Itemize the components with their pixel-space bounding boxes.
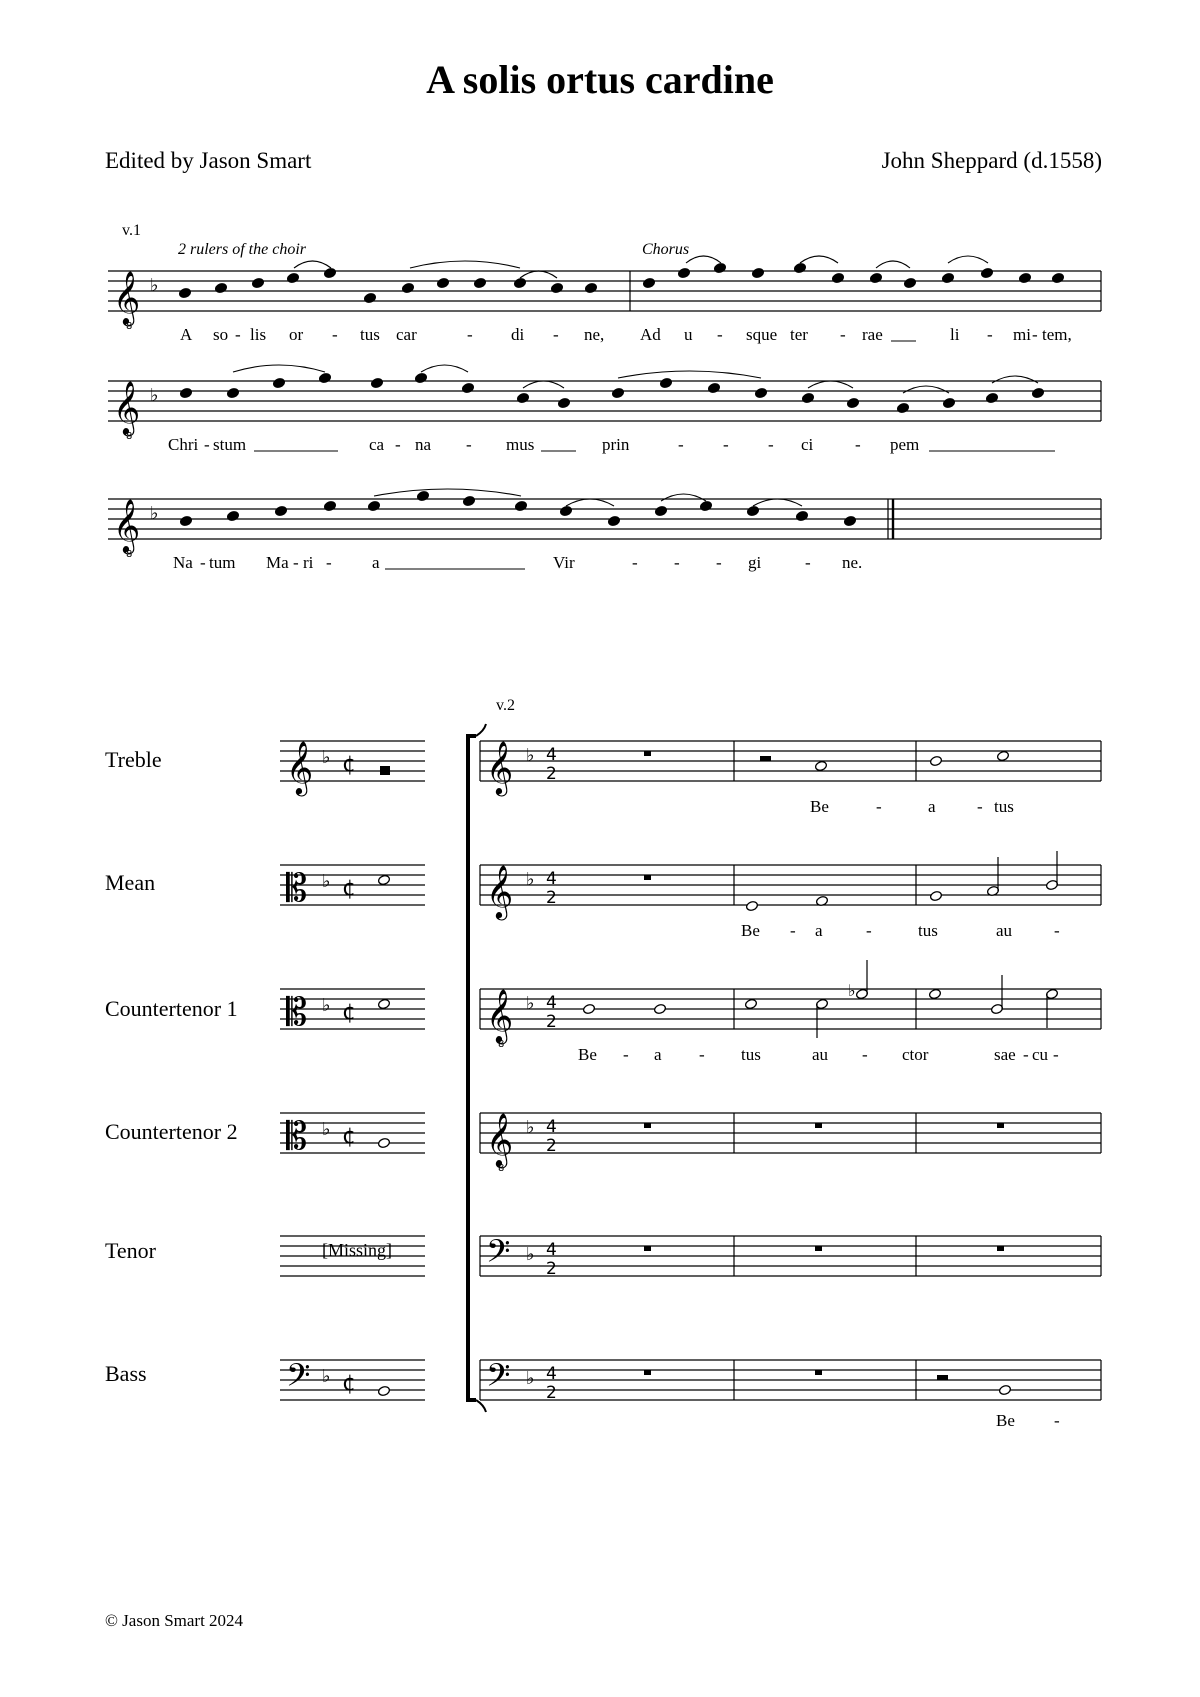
lyric-hyphen: - — [1032, 325, 1038, 344]
lyric-hyphen: - — [840, 325, 846, 344]
time-signature: 2 — [546, 1136, 557, 1156]
slur — [410, 261, 520, 268]
slur — [523, 381, 564, 388]
flat-icon: ♭ — [322, 747, 331, 768]
note-head — [318, 372, 331, 383]
flat-icon: ♭ — [150, 503, 159, 524]
flat-icon: ♭ — [150, 275, 159, 296]
system-bracket — [468, 736, 476, 1400]
note-head — [654, 505, 667, 516]
lyric-hyphen: - — [699, 1045, 705, 1064]
lyric-hyphen: - — [1023, 1045, 1029, 1064]
note-head — [226, 510, 239, 521]
note-head — [516, 392, 529, 403]
part-name-mean: Mean — [105, 870, 156, 895]
note-head — [179, 387, 192, 398]
rest — [815, 1123, 822, 1128]
lyric-syllable: na — [415, 435, 432, 454]
note-head — [513, 277, 526, 288]
note-head — [370, 377, 383, 388]
note-head — [607, 515, 620, 526]
slur — [992, 376, 1038, 383]
note-head — [559, 505, 572, 516]
lyric-syllable: rae — [862, 325, 883, 344]
lyric-syllable: Ad — [640, 325, 661, 344]
note-head — [251, 277, 264, 288]
bass-clef-icon: 𝄢 — [286, 1357, 311, 1401]
time-signature: 4 — [546, 745, 557, 765]
note-head — [1018, 272, 1031, 283]
note-head — [514, 500, 527, 511]
lyric-hyphen: - — [1053, 1045, 1059, 1064]
lyric-hyphen: - — [395, 435, 401, 454]
lyric-hyphen: - — [632, 553, 638, 572]
lyric-syllable: li — [950, 325, 960, 344]
lyric-syllable: a — [372, 553, 380, 572]
c-clef-icon: 𝄡 — [286, 990, 308, 1034]
note-head — [745, 900, 758, 911]
rest — [760, 756, 771, 761]
note-head — [831, 272, 844, 283]
lyric-hyphen: - — [235, 325, 241, 344]
flat-icon: ♭ — [150, 385, 159, 406]
slur — [421, 365, 468, 372]
flat-icon: ♭ — [848, 981, 856, 1000]
note-head — [401, 282, 414, 293]
cut-time-icon: ¢ — [342, 1124, 356, 1149]
slur — [753, 499, 802, 506]
lyric-hyphen: - — [623, 1045, 629, 1064]
lyric-syllable: Vir — [553, 553, 575, 572]
lyric-syllable: a — [654, 1045, 662, 1064]
lyric-syllable: tus — [360, 325, 380, 344]
note-head — [473, 277, 486, 288]
slur — [876, 261, 910, 268]
lyric-hyphen: - — [467, 325, 473, 344]
note-head — [323, 500, 336, 511]
lyric-syllable: stum — [213, 435, 247, 454]
lyric-syllable: mi — [1013, 325, 1031, 344]
c-clef-icon: 𝄡 — [286, 1114, 308, 1158]
note-head — [611, 387, 624, 398]
lyric-syllable: pem — [890, 435, 920, 454]
editor-credit: Edited by Jason Smart — [105, 148, 312, 173]
lyric-hyphen: - — [855, 435, 861, 454]
lyric-syllable: ctor — [902, 1045, 929, 1064]
lyric-hyphen: - — [1054, 1411, 1060, 1430]
part-name-treble: Treble — [105, 747, 162, 772]
note-head — [416, 490, 429, 501]
c-clef-icon: 𝄡 — [286, 866, 308, 910]
note-head — [377, 998, 390, 1009]
flat-icon: ♭ — [526, 745, 535, 766]
note-head — [414, 372, 427, 383]
lyric-syllable: au — [996, 921, 1013, 940]
lyric-hyphen: - — [977, 797, 983, 816]
octave-mark: 8 — [498, 1039, 505, 1050]
note-head — [980, 267, 993, 278]
lyric-hyphen: - — [678, 435, 684, 454]
lyric-hyphen: - — [866, 921, 872, 940]
flat-icon: ♭ — [526, 993, 535, 1014]
polyphony-staves — [280, 741, 1101, 1400]
note-head — [843, 515, 856, 526]
note-head — [846, 397, 859, 408]
note-head — [744, 998, 757, 1009]
lyric-syllable: tus — [994, 797, 1014, 816]
slur — [686, 256, 721, 263]
note-head — [178, 287, 191, 298]
flat-icon: ♭ — [526, 869, 535, 890]
lyric-syllable: ter — [790, 325, 808, 344]
lyric-syllable: ne, — [584, 325, 605, 344]
lyric-syllable: u — [684, 325, 693, 344]
lyric-syllable: di — [511, 325, 525, 344]
note-head — [274, 505, 287, 516]
lyric-syllable: ri — [303, 553, 314, 572]
lyric-syllable: gi — [748, 553, 762, 572]
lyric-syllable: a — [928, 797, 936, 816]
time-signature: 4 — [546, 1240, 557, 1260]
bass-clef-icon: 𝄢 — [486, 1233, 511, 1277]
note-head — [896, 402, 909, 413]
slur — [374, 489, 521, 496]
treble-clef-icon: 𝄞 — [113, 498, 141, 552]
note-head — [707, 382, 720, 393]
slur — [618, 371, 761, 378]
treble-clef-icon: 𝄞 — [286, 740, 314, 794]
lyric-hyphen: - — [326, 553, 332, 572]
time-signature: 2 — [546, 764, 557, 784]
note-head — [746, 505, 759, 516]
note-head — [795, 510, 808, 521]
note-head — [642, 277, 655, 288]
note-head — [699, 500, 712, 511]
note-head — [998, 1384, 1011, 1395]
note-head — [941, 272, 954, 283]
lyric-syllable: sque — [746, 325, 778, 344]
lyric-syllable: prin — [602, 435, 630, 454]
part-name-bass: Bass — [105, 1361, 147, 1386]
rest — [815, 1246, 822, 1251]
treble-clef-icon: 𝄞 — [113, 380, 141, 434]
note-head — [286, 272, 299, 283]
lyric-hyphen: - — [466, 435, 472, 454]
bass-clef-icon: 𝄢 — [486, 1357, 511, 1401]
rest — [815, 1370, 822, 1375]
lyric-syllable: ne. — [842, 553, 863, 572]
lyric-hyphen: - — [862, 1045, 868, 1064]
lyric-hyphen: - — [332, 325, 338, 344]
note-head — [929, 755, 942, 766]
system-bracket — [476, 724, 486, 736]
note-head — [677, 267, 690, 278]
note-head — [323, 267, 336, 278]
flat-icon: ♭ — [322, 1119, 331, 1140]
note-head — [584, 282, 597, 293]
lyric-hyphen: - — [716, 553, 722, 572]
part-name-tenor: Tenor — [105, 1238, 156, 1263]
note-head — [214, 282, 227, 293]
note-head — [557, 397, 570, 408]
cut-time-icon: ¢ — [342, 1371, 356, 1396]
incipit-rest — [380, 766, 390, 775]
rest — [937, 1375, 948, 1380]
lyric-syllable: lis — [250, 325, 267, 344]
time-signature: 4 — [546, 993, 557, 1013]
note-head — [754, 387, 767, 398]
note-head — [869, 272, 882, 283]
flat-icon: ♭ — [322, 995, 331, 1016]
flat-icon: ♭ — [526, 1368, 535, 1389]
notation-glyphs — [113, 256, 1101, 1412]
lyric-syllable: or — [289, 325, 304, 344]
octave-mark: 8 — [126, 431, 133, 442]
note-head — [377, 1385, 390, 1396]
instruction-rulers: 2 rulers of the choir — [178, 241, 306, 258]
lyric-hyphen: - — [805, 553, 811, 572]
rest — [997, 1246, 1004, 1251]
lyric-hyphen: - — [200, 553, 206, 572]
lyric-hyphen: - — [1054, 921, 1060, 940]
note-head — [751, 267, 764, 278]
lyric-syllable: Be — [996, 1411, 1015, 1430]
time-signature: 2 — [546, 1383, 557, 1403]
cut-time-icon: ¢ — [342, 1000, 356, 1025]
octave-mark: 8 — [126, 321, 133, 332]
rest — [644, 1246, 651, 1251]
note-head — [903, 277, 916, 288]
rest — [644, 751, 651, 756]
note-head — [436, 277, 449, 288]
lyric-syllable: Be — [578, 1045, 597, 1064]
lyric-hyphen: - — [768, 435, 774, 454]
note-head — [377, 1137, 390, 1148]
note-head — [985, 392, 998, 403]
lyric-syllable: sae — [994, 1045, 1016, 1064]
lyric-syllable: car — [396, 325, 417, 344]
lyric-syllable: cu — [1032, 1045, 1049, 1064]
note-head — [582, 1003, 595, 1014]
slur — [520, 271, 557, 278]
lyric-syllable: tus — [741, 1045, 761, 1064]
note-head — [801, 392, 814, 403]
lyric-syllable: ci — [801, 435, 814, 454]
slur — [948, 256, 988, 263]
rest — [644, 1370, 651, 1375]
cut-time-icon: ¢ — [342, 752, 356, 777]
lyric-syllable: so — [213, 325, 229, 344]
lyric-hyphen: - — [876, 797, 882, 816]
flat-icon: ♭ — [526, 1117, 535, 1138]
slur — [294, 261, 331, 268]
rest — [644, 1123, 651, 1128]
time-signature: 2 — [546, 1012, 557, 1032]
flat-icon: ♭ — [322, 1366, 331, 1387]
time-signature: 4 — [546, 1117, 557, 1137]
note-head — [929, 890, 942, 901]
lyric-hyphen: - — [553, 325, 559, 344]
instruction-chorus: Chorus — [642, 241, 690, 258]
cut-time-icon: ¢ — [342, 876, 356, 901]
lyric-syllable: A — [180, 325, 193, 344]
treble-clef-icon: 𝄞 — [486, 988, 514, 1042]
lyric-syllable: Be — [810, 797, 829, 816]
flat-icon: ♭ — [322, 871, 331, 892]
lyric-syllable: Ma — [266, 553, 289, 572]
composer-credit: John Sheppard (d.1558) — [881, 148, 1102, 173]
verse-label-2: v.2 — [496, 697, 515, 714]
note-head — [550, 282, 563, 293]
lyric-hyphen: - — [987, 325, 993, 344]
lyric-syllable: tum — [209, 553, 236, 572]
lyric-hyphen: - — [717, 325, 723, 344]
copyright-notice: © Jason Smart 2024 — [105, 1611, 244, 1630]
time-signature: 2 — [546, 888, 557, 908]
note-head — [653, 1003, 666, 1014]
slur — [808, 381, 853, 388]
note-head — [1051, 272, 1064, 283]
system-bracket — [476, 1400, 486, 1412]
lyric-syllable: mus — [506, 435, 535, 454]
octave-mark: 8 — [498, 1163, 505, 1174]
page-title: A solis ortus cardine — [426, 57, 774, 102]
note-head — [226, 387, 239, 398]
slur — [566, 499, 614, 506]
lyric-syllable: tus — [918, 921, 938, 940]
slur — [661, 494, 706, 501]
lyric-hyphen: - — [723, 435, 729, 454]
rest — [644, 875, 651, 880]
lyric-hyphen: - — [204, 435, 210, 454]
note-head — [928, 988, 941, 999]
lyric-syllable: tem, — [1042, 325, 1072, 344]
time-signature: 4 — [546, 1364, 557, 1384]
lyric-syllable: a — [815, 921, 823, 940]
note-head — [363, 292, 376, 303]
treble-clef-icon: 𝄞 — [486, 1112, 514, 1166]
note-head — [814, 760, 827, 771]
lyric-hyphen: - — [674, 553, 680, 572]
octave-mark: 8 — [126, 549, 133, 560]
note-head — [793, 262, 806, 273]
note-head — [713, 262, 726, 273]
note-head — [942, 397, 955, 408]
note-head — [462, 495, 475, 506]
flat-icon: ♭ — [526, 1244, 535, 1265]
lyric-syllable: Na — [173, 553, 193, 572]
tenor-missing-note: [Missing] — [322, 1240, 393, 1260]
note-head — [272, 377, 285, 388]
note-head — [367, 500, 380, 511]
note-head — [179, 515, 192, 526]
lyric-hyphen: - — [790, 921, 796, 940]
rest — [997, 1123, 1004, 1128]
treble-clef-icon: 𝄞 — [486, 740, 514, 794]
lyric-syllable: Chri — [168, 435, 199, 454]
slur — [800, 256, 838, 263]
lyric-syllable: Be — [741, 921, 760, 940]
slur — [233, 365, 325, 372]
time-signature: 2 — [546, 1259, 557, 1279]
verse-label-1: v.1 — [122, 222, 141, 239]
note-head — [1031, 387, 1044, 398]
part-name-countertenor-1: Countertenor 1 — [105, 996, 238, 1021]
note-head — [377, 874, 390, 885]
treble-clef-icon: 𝄞 — [113, 270, 141, 324]
lyric-syllable: au — [812, 1045, 829, 1064]
part-name-countertenor-2: Countertenor 2 — [105, 1119, 238, 1144]
note-head — [659, 377, 672, 388]
slur — [903, 386, 949, 393]
lyric-hyphen: - — [293, 553, 299, 572]
time-signature: 4 — [546, 869, 557, 889]
note-head — [996, 750, 1009, 761]
treble-clef-icon: 𝄞 — [486, 864, 514, 918]
note-head — [461, 382, 474, 393]
lyric-syllable: ca — [369, 435, 385, 454]
